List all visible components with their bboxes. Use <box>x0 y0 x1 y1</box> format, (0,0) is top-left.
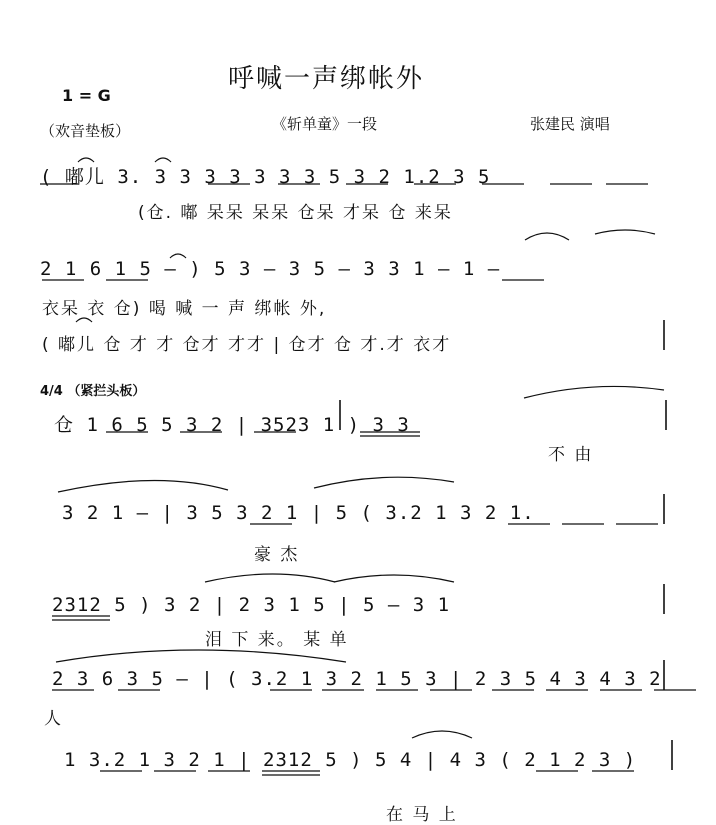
system-6-notes: 2 3 6 3 5 – | ( 3.2 1 3 2 1 5 3 | 2 3 5 4 3 4 3 2 <box>52 668 662 690</box>
slur-mark <box>56 650 346 662</box>
slur-mark <box>314 477 454 488</box>
slur-mark <box>524 386 664 398</box>
system-1-lyric: (仓. 嘟 呆呆 呆呆 仓呆 才呆 仓 来呆 <box>138 203 453 223</box>
system-1-notes: ( 嘟儿 3. 3 3 3 3 3 3 3 5 3 2 1.2 3 5 <box>40 166 491 188</box>
meter-label: 4/4 （紧拦头板） <box>40 384 146 399</box>
slur-mark <box>58 480 228 492</box>
slur-mark <box>334 575 454 582</box>
performer-label: 张建民 演唱 <box>530 115 610 133</box>
system-4-lyric: 豪 杰 <box>254 545 300 565</box>
system-5-notes: 2312 5 ) 3 2 | 2 3 1 5 | 5 – 3 1 <box>52 594 451 616</box>
slur-mark <box>525 233 569 240</box>
tempo-note: （欢音垫板） <box>40 122 131 140</box>
system-7-notes: 1 3.2 1 3 2 1 | 2312 5 ) 5 4 | 4 3 ( 2 1 2 3 ) <box>64 749 637 771</box>
source-label: 《斩单童》一段 <box>272 115 378 133</box>
slur-mark <box>205 574 335 582</box>
system-2-lyric-a: 衣呆 衣 仓) 喝 喊 一 声 绑帐 外, <box>42 299 327 319</box>
system-6-lyric: 人 <box>44 709 63 729</box>
system-5-lyric: 泪 下 来。 某 单 <box>205 630 349 650</box>
key-signature: 1 = G <box>62 86 111 105</box>
system-7-lyric: 在 马 上 <box>386 805 458 825</box>
slur-mark <box>595 230 655 234</box>
system-3-notes: 仓 1 6 5 5 3 2 | 3523 1 ) 3 3 <box>54 414 410 436</box>
system-4-notes: 3 2 1 – | 3 5 3 2 1 | 5 ( 3.2 1 3 2 1. <box>62 502 535 524</box>
title: 呼喊一声绑帐外 <box>228 64 425 94</box>
slur-mark <box>412 731 472 738</box>
system-3-lyric: 不 由 <box>548 445 594 465</box>
system-2-notes: 2 1 6 1 5 – ) 5 3 – 3 5 – 3 3 1 – 1 – <box>40 258 501 280</box>
system-2-lyric-b: ( 嘟儿 仓 才 才 仓才 才才 | 仓才 仓 才.才 衣才 <box>42 335 452 355</box>
